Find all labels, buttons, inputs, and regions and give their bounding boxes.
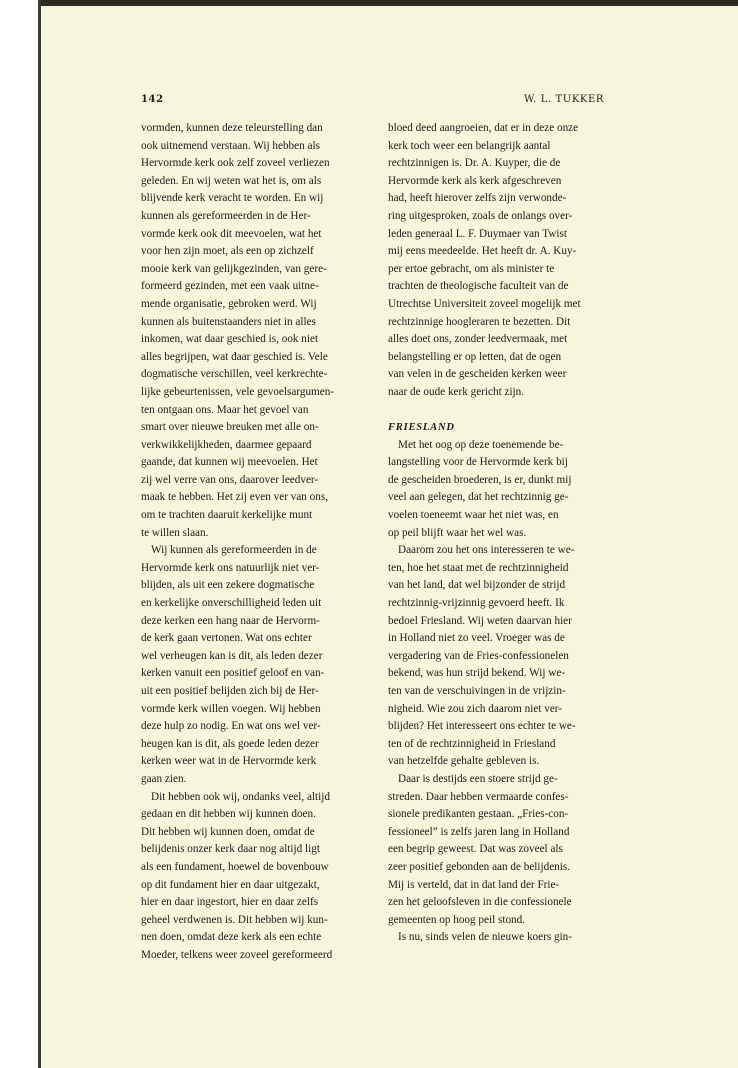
- text-line: blijden, als uit een zekere dogmatische: [141, 579, 315, 592]
- running-head: [141, 94, 604, 108]
- text-line: de gescheiden broederen, is er, dunkt mij: [388, 473, 572, 486]
- text-line: nigheid. Wie zou zich daarom niet ver-: [388, 702, 563, 715]
- text-line: ten ontgaan ons. Maar het gevoel van: [141, 403, 309, 416]
- text-line: gemeenten op hoog peil stond.: [388, 913, 526, 926]
- text-line: van hetzelfde gehalte gebleven is.: [388, 755, 540, 768]
- page-number: 142: [141, 94, 164, 105]
- text-line: en kerkelijke onverschilligheid leden uit: [141, 597, 322, 610]
- text-line: rechtzinnige hoogleraren te bezetten. Dit: [388, 315, 571, 328]
- text-line: Daar is destijds een stoere strijd ge-: [398, 772, 558, 785]
- text-line: geleden. En wij weten wat het is, om als: [141, 174, 322, 187]
- text-line: rechtzinnig-vrijzinnig gevoerd heeft. Ik: [388, 597, 565, 610]
- text-line: Dit hebben ook wij, ondanks veel, altijd: [151, 790, 330, 803]
- text-line: vormde kerk willen voegen. Wij hebben: [141, 702, 321, 715]
- text-line: hier en daar ingestort, hier en daar zelfs: [141, 896, 319, 909]
- text-line: langstelling voor de Hervormde kerk bij: [388, 456, 568, 469]
- text-line: per ertoe gebracht, om als minister te: [388, 262, 555, 275]
- text-line: zeer positief gebonden aan de belijdenis.: [388, 860, 571, 873]
- text-line: veel aan gelegen, dat het rechtzinnig ge-: [388, 491, 569, 504]
- text-line: mij eens meedeelde. Het heeft dr. A. Kuy-: [388, 245, 577, 258]
- text-line: gedaan en dit hebben wij kunnen doen.: [141, 808, 316, 821]
- text-line: ring uitgesproken, zoals de onlangs over-: [388, 209, 573, 222]
- text-line: uit een positief belijden zich bij de Her-: [141, 685, 319, 697]
- text-line: ten of de rechtzinnigheid in Friesland: [388, 737, 556, 750]
- text-line: van velen in de gescheiden kerken weer: [388, 368, 567, 381]
- text-line: van het land, dat wel bijzonder de strijd: [388, 579, 566, 592]
- text-line: formeerd gezinden, met een vaak uitne-: [141, 280, 319, 293]
- text-line: gaan zien.: [141, 772, 187, 785]
- section-spacer: [388, 402, 604, 420]
- text-line: kunnen als buitenstaanders niet in alles: [141, 315, 316, 328]
- text-line: blijden? Het interesseert ons echter te we-: [388, 720, 576, 733]
- text-line: maak te hebben. Het zij even ver van ons,: [141, 491, 329, 504]
- text-line: vormden, kunnen deze teleurstelling dan: [141, 122, 323, 134]
- text-line: trachten de theologische faculteit van de: [388, 280, 569, 293]
- text-line: Mij is verteld, dat in dat land der Frie-: [388, 878, 560, 891]
- text-line: inkomen, wat daar geschied is, ook niet: [141, 333, 319, 346]
- text-line: deze hulp zo nodig. En wat ons wel ver-: [141, 720, 321, 733]
- text-line: in Holland niet zo veel. Vroeger was de: [388, 632, 565, 645]
- text-line: Hervormde kerk ook zelf zoveel verliezen: [141, 157, 330, 170]
- text-line: ten, hoe het staat met de rechtzinnigheid: [388, 561, 569, 574]
- text-line: Daarom zou het ons interesseren te we-: [398, 544, 575, 557]
- text-line: Utrechtse Universiteit zoveel mogelijk met: [388, 297, 581, 310]
- text-line: mooie kerk van gelijkgezinden, van gere-: [141, 262, 327, 275]
- left-text-column: [141, 120, 365, 965]
- text-line: zij wel verre van ons, daarover leedver-: [141, 473, 319, 486]
- text-line: verkwikkelijkheden, daarmee gepaard: [141, 438, 312, 451]
- text-line: vormde kerk ook dit meevoelen, wat het: [141, 227, 322, 240]
- text-line: Hervormde kerk als kerk afgeschreven: [388, 174, 562, 187]
- text-line: gaande, dat kunnen wij meevoelen. Het: [141, 456, 318, 469]
- text-line: belijdenis onzer kerk daar nog altijd ligt: [141, 843, 320, 856]
- section-heading: FRIESLAND: [388, 422, 455, 434]
- text-line: zen het geloofsleven in die confessionele: [388, 896, 572, 909]
- text-line: mende organisatie, gebroken werd. Wij: [141, 297, 317, 310]
- text-line: vergadering van de Fries-confessionelen: [388, 649, 569, 662]
- text-line: ten van de verschuivingen in de vrijzin-: [388, 685, 566, 697]
- text-line: naar de oude kerk gericht zijn.: [388, 385, 525, 398]
- text-line: de kerk gaan vertonen. Wat ons echter: [141, 632, 312, 645]
- text-line: blijvende kerk veracht te worden. En wij: [141, 192, 324, 205]
- text-line: heugen kan is dit, als goede leden dezer: [141, 737, 319, 750]
- text-line: deze kerken een hang naar de Hervorm-: [141, 614, 320, 627]
- text-line: voor hen zijn moet, als een op zichzelf: [141, 245, 314, 258]
- text-line: op dit fundament hier en daar uitgezakt,: [141, 878, 320, 891]
- text-line: wel verheugen kan is dit, als leden dezer: [141, 649, 323, 662]
- text-line: bekend, was hun strijd bekend. Wij we-: [388, 667, 566, 680]
- text-line: lijke gebeurtenissen, vele gevoelsargumen-: [141, 385, 335, 398]
- text-line: geheel verdwenen is. Dit hebben wij kun-: [141, 913, 328, 926]
- text-line: kerken weer wat in de Hervormde kerk: [141, 755, 317, 768]
- text-line: alles begrijpen, wat daar geschied is. Vele: [141, 350, 328, 363]
- text-line: Dit hebben wij kunnen doen, omdat de: [141, 825, 315, 838]
- text-line: om te trachten daaruit kerkelijke munt: [141, 509, 313, 522]
- right-text-column: [388, 120, 604, 947]
- text-line: Is nu, sinds velen de nieuwe koers gin-: [398, 931, 572, 944]
- text-line: Moeder, telkens weer zoveel gereformeerd: [141, 948, 333, 961]
- text-line: belangstelling er op letten, dat de ogen: [388, 350, 562, 363]
- text-line: kunnen als gereformeerden in de Her-: [141, 209, 311, 222]
- text-line: nen doen, omdat deze kerk als een echte: [141, 931, 322, 944]
- text-line: Hervormde kerk ons natuurlijk niet ver-: [141, 561, 320, 574]
- text-line: kerk toch weer een belangrijk aantal: [388, 139, 551, 152]
- text-line: op peil blijft waar het wel was.: [388, 526, 527, 539]
- text-line: als een fundament, hoewel de bovenbouw: [141, 860, 329, 873]
- text-line: een begrip geweest. Dat was zoveel als: [388, 843, 563, 856]
- text-line: had, heeft hierover zelfs zijn verwonde-: [388, 192, 567, 205]
- text-line: Met het oog op deze toenemende be-: [398, 438, 564, 451]
- text-line: Wij kunnen als gereformeerden in de: [151, 544, 317, 557]
- text-line: alles doet ons, zonder leedvermaak, met: [388, 333, 568, 346]
- text-line: sionele predikanten gestaan. „Fries-con-: [388, 808, 569, 821]
- text-line: te willen slaan.: [141, 526, 209, 539]
- text-line: bloed deed aangroeien, dat er in deze onze: [388, 122, 579, 134]
- text-line: voelen toeneemt waar het niet was, en: [388, 509, 559, 522]
- text-line: rechtzinnigen is. Dr. A. Kuyper, die de: [388, 157, 561, 170]
- text-line: leden generaal L. F. Duymaer van Twist: [388, 227, 567, 240]
- text-line: smart over nieuwe breuken met alle on-: [141, 421, 319, 434]
- text-line: kerken vanuit een positief geloof en van-: [141, 667, 325, 680]
- text-line: dogmatische verschillen, veel kerkrechte-: [141, 368, 328, 381]
- text-line: fessioneel” is zelfs jaren lang in Holland: [388, 825, 570, 838]
- text-line: ook uitnemend verstaan. Wij hebben als: [141, 139, 320, 152]
- text-line: bedoel Friesland. Wij weten daarvan hier: [388, 614, 572, 627]
- text-line: streden. Daar hebben vermaarde confes-: [388, 790, 569, 803]
- running-head-author: W. L. TUKKER: [524, 94, 604, 105]
